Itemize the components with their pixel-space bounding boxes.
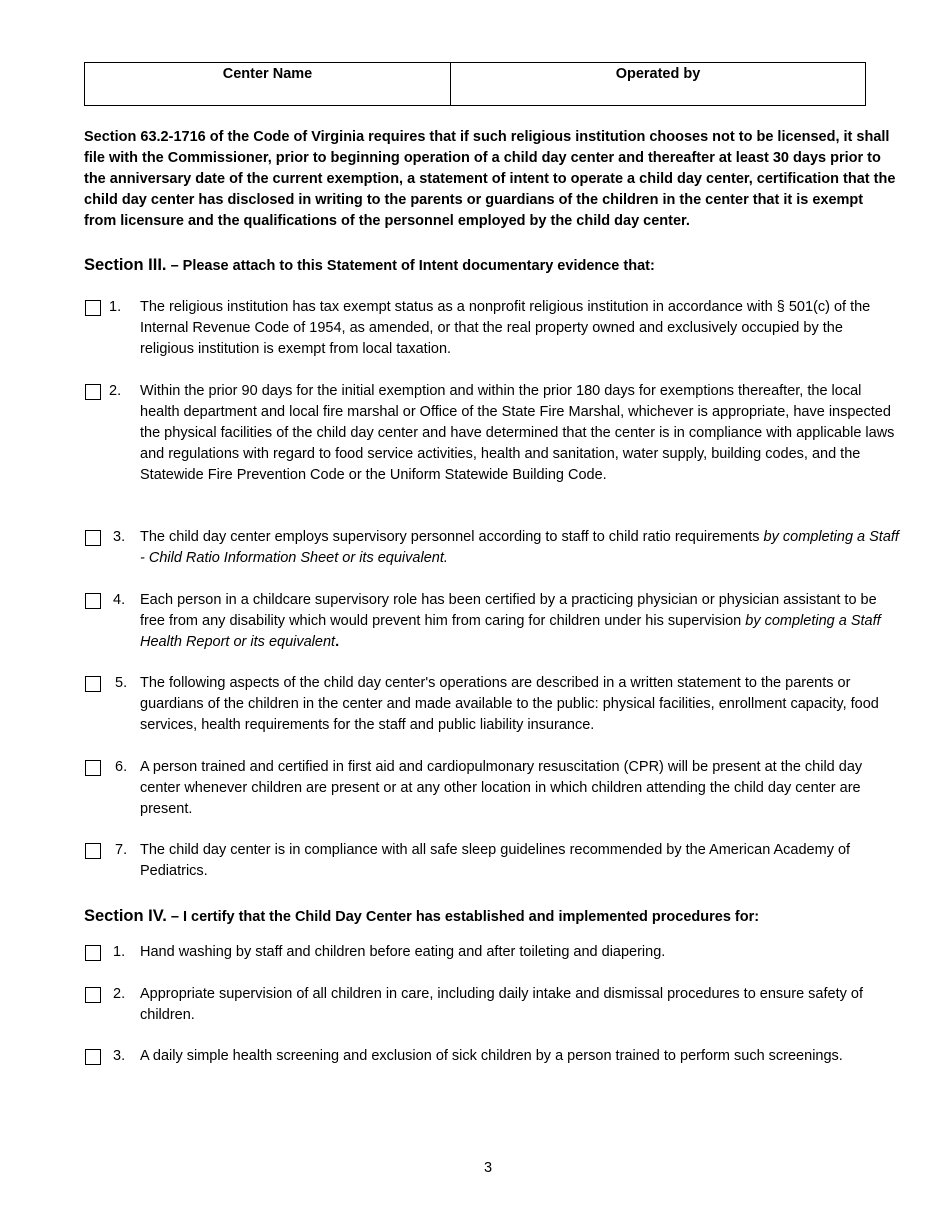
- item-text: Appropriate supervision of all children in care, including daily intake and dismissal procedures to ensure safety of children.: [140, 986, 863, 1023]
- section-3-item-3-checkbox[interactable]: [85, 530, 101, 546]
- section-3-item-7-checkbox[interactable]: [85, 843, 101, 859]
- section-4-item-2: [84, 984, 899, 1026]
- section-3-item-5-checkbox[interactable]: [85, 676, 101, 692]
- section-4-item-1-checkbox[interactable]: [85, 945, 101, 961]
- item-text: The child day center is in compliance with all safe sleep guidelines recommended by the American Academy of Pediatrics.: [140, 842, 851, 879]
- item-text-italic: by completing a Staff Health Report or its equivalent: [140, 613, 881, 650]
- section-3-item-4: [84, 590, 899, 653]
- item-number: 5.: [115, 675, 128, 691]
- item-text-tail: .: [335, 634, 340, 650]
- center-info-table: [84, 62, 866, 106]
- item-text: A daily simple health screening and exclusion of sick children by a person trained to perform such screenings.: [140, 1048, 843, 1064]
- item-number: 1.: [113, 944, 126, 960]
- item-number: 7.: [115, 842, 128, 858]
- item-text: [140, 590, 899, 653]
- section-3-item-1: [84, 297, 899, 360]
- section-3-subtitle: – Please attach to this Statement of Intent documentary evidence that:: [170, 258, 655, 274]
- item-number: 2.: [113, 986, 126, 1002]
- operated-by-label: Operated by: [615, 66, 701, 82]
- section-3-item-2-checkbox[interactable]: [85, 384, 101, 400]
- section-3-item-1-checkbox[interactable]: [85, 300, 101, 316]
- item-text: The religious institution has tax exempt status as a nonprofit religious institution in accordance with § 501(c) of the Internal Revenue Code of 1954, as amended, or that the real property owned and exclusively occupied by the religious institution is exempt from local taxation.: [140, 299, 871, 357]
- item-number: 1.: [109, 299, 122, 315]
- item-text: [140, 527, 899, 569]
- item-text-italic: by completing a Staff - Child Ratio Information Sheet or its equivalent.: [140, 529, 899, 566]
- item-number: 3.: [113, 1048, 126, 1064]
- section-4-item-3: [84, 1046, 899, 1067]
- center-name-label: Center Name: [222, 66, 313, 82]
- section-4-title: Section IV.: [84, 907, 167, 925]
- section-3-item-5: [84, 673, 899, 736]
- section-4-subtitle: – I certify that the Child Day Center has established and implemented procedures for:: [170, 909, 760, 925]
- page-number: 3: [483, 1160, 493, 1176]
- section-4-item-2-checkbox[interactable]: [85, 987, 101, 1003]
- item-text: Hand washing by staff and children before eating and after toileting and diapering.: [140, 944, 666, 960]
- item-text-main: Each person in a childcare supervisory role has been certified by a practicing physician or physician assistant to be free from any disability which would prevent him from caring for children under his supervision: [140, 592, 877, 629]
- section-3-item-7: [84, 840, 899, 882]
- section-3-item-3: [84, 527, 899, 569]
- intro-paragraph: Section 63.2-1716 of the Code of Virginia requires that if such religious institution chooses not to be licensed, it shall file with the Commissioner, prior to beginning operation of a child day center and thereafter at least 30 days prior to the anniversary date of the current exemption, a statement of intent to operate a child day center, certification that the child day center has disclosed in writing to the parents or guardians of the children in the center that it is exempt from licensure and the qualifications of the personnel employed by the child day center.: [84, 129, 896, 229]
- section-3-title: Section III.: [84, 256, 167, 274]
- item-text: A person trained and certified in first aid and cardiopulmonary resuscitation (CPR) will be present at the child day center whenever children are present or at any other location in which children attending the child day center are present.: [140, 759, 863, 817]
- item-text-main: The child day center employs supervisory personnel according to staff to child ratio requirements: [140, 529, 764, 545]
- section-3-item-6-checkbox[interactable]: [85, 760, 101, 776]
- item-number: 6.: [115, 759, 128, 775]
- item-text: Within the prior 90 days for the initial exemption and within the prior 180 days for exemptions thereafter, the local health department and local fire marshal or Office of the State Fire Marshal, whichever is appropriate, have inspected the physical facilities of the child day center and have determined that the center is in compliance with applicable laws and regulations with regard to food service activities, health and sanitation, water supply, building codes, and the Statewide Fire Prevention Code or the Uniform Statewide Building Code.: [140, 383, 895, 483]
- item-number: 4.: [113, 592, 126, 608]
- item-number: 3.: [113, 529, 126, 545]
- operated-by-cell[interactable]: [451, 63, 866, 106]
- item-text: The following aspects of the child day center's operations are described in a written statement to the parents or guardians of the children in the center and made available to the public: physical facilities, enrollment capacity, food services, health requirements for the staff and public liability insurance.: [140, 675, 879, 733]
- item-number: 2.: [109, 383, 122, 399]
- section-4-item-3-checkbox[interactable]: [85, 1049, 101, 1065]
- section-3-item-2: [84, 381, 899, 486]
- section-3-heading: [84, 255, 655, 277]
- section-4-heading: [84, 906, 759, 928]
- section-3-item-4-checkbox[interactable]: [85, 593, 101, 609]
- section-4-item-1: [84, 942, 899, 963]
- center-name-cell[interactable]: [85, 63, 451, 106]
- section-3-item-6: [84, 757, 899, 820]
